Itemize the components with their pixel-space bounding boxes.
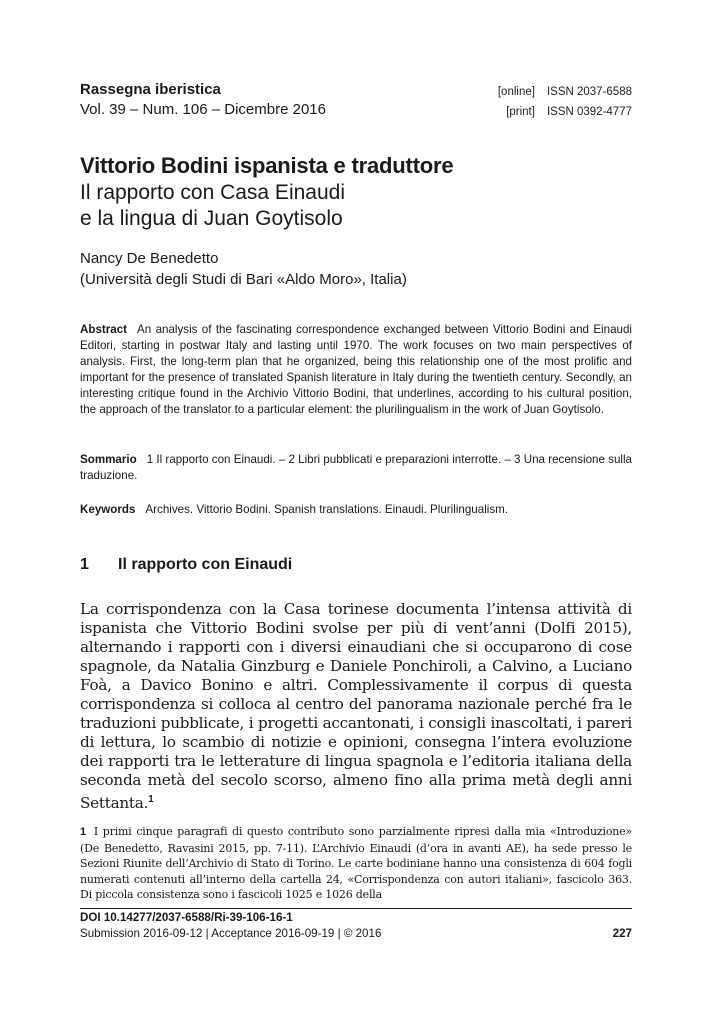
issn-kind: [online] <box>497 86 535 98</box>
page-number: 227 <box>612 927 632 940</box>
issn-value: ISSN 2037-6588 <box>546 86 632 98</box>
section-number: 1 <box>80 556 89 573</box>
submission-dates: Submission 2016-09-12 | Acceptance 2016-09-19 | © 2016 <box>80 927 382 940</box>
title-block <box>80 152 640 232</box>
summary-label: Sommario <box>80 453 137 466</box>
footer-divider <box>80 908 632 909</box>
issn-block <box>498 82 632 122</box>
keywords <box>80 502 632 518</box>
footnote-number: 1 <box>80 826 86 838</box>
abstract-text: An analysis of the fascinating correspondence exchanged between Vittorio Bodini and Einaudi Editori, starting in postwar Italy and lasting until 1970. The work focuses on two main perspectives of analysis. First, the long-term plan that he organized, being this relationship one of the most prolific and important for the presence of translated Spanish literature in Italy during the twentieth century. Secondly, an interesting critique found in the Archivio Vittorio Bodini, that underlines, according to his cultural position, the approach of the translator to a particular element: the plurilingualism in the work of Juan Goytisolo. <box>80 323 632 416</box>
journal-header <box>80 80 326 120</box>
footnote <box>80 824 632 903</box>
body-paragraph-text: La corrispondenza con la Casa torinese documenta l’intensa attività di ispanista che Vittorio Bodini svolse per più di vent’anni (Dolfi 2015), alternando i rapporti con i diversi einaudiani che si occuparono di cose spagnole, da Natalia Ginzburg e Daniele Ponchiroli, a Calvino, a Luciano Foà, a Davico Bonino e altri. Complessivamente il corpus di questa corrispondenza si colloca al centro del panorama nazionale perché fra le traduzioni pubblicate, i progetti accantonati, i consigli inascoltati, i pareri di lettura, lo scambio di notizie e opinioni, consegna l’intera evoluzione dei rapporti tra le letterature di lingua spagnola e l’editoria italiana della seconda metà del secolo scorso, almeno fino alla prima metà degli anni Settanta. <box>80 600 632 813</box>
issn-print <box>498 102 632 122</box>
article-subtitle-line-2: e la lingua di Juan Goytisolo <box>80 207 343 230</box>
article-title: Vittorio Bodini ispanista e traduttore <box>80 153 454 178</box>
page-footer <box>80 910 632 942</box>
keywords-text: Archives. Vittorio Bodini. Spanish translations. Einaudi. Plurilingualism. <box>145 503 509 516</box>
body-paragraph <box>80 600 632 813</box>
abstract <box>80 322 632 418</box>
author-block <box>80 248 640 290</box>
footer-row <box>80 926 632 942</box>
keywords-label: Keywords <box>80 503 136 516</box>
article-subtitle-line-1: Il rapporto con Casa Einaudi <box>80 181 345 204</box>
summary-text: 1 Il rapporto con Einaudi. – 2 Libri pubblicati e preparazioni interrotte. – 3 Una recensione sulla traduzione. <box>80 453 632 482</box>
issn-online <box>498 82 632 102</box>
footnote-reference[interactable]: 1 <box>148 794 154 805</box>
journal-name: Rassegna iberistica <box>80 81 221 98</box>
summary <box>80 452 632 484</box>
abstract-label: Abstract <box>80 323 128 336</box>
footnote-text: I primi cinque paragrafi di questo contributo sono parzialmente ripresi dalla mia «Introduzione» (De Benedetto, Ravasini 2015, pp. 7-11). L’Archivio Einaudi (d’ora in avanti AE), ha sede presso le Sezioni Riunite dell’Archivio di Stato di Torino. Le carte bodiniane hanno una consistenza di 604 fogli numerati contenuti all’interno della cartella 24, «Corrispondenza con autori italiani», fascicolo 363. Di piccola consistenza sono i fascicoli 1025 e 1026 della <box>80 825 632 902</box>
author-affiliation: (Università degli Studi di Bari «Aldo Moro», Italia) <box>80 271 407 288</box>
section-title: Il rapporto con Einaudi <box>118 556 293 573</box>
journal-volume: Vol. 39 – Num. 106 – Dicembre 2016 <box>80 101 326 118</box>
author-name: Nancy De Benedetto <box>80 250 219 267</box>
issn-kind: [print] <box>506 106 535 118</box>
doi[interactable]: DOI 10.14277/2037-6588/Ri-39-106-16-1 <box>80 911 293 924</box>
section-heading <box>80 554 292 576</box>
issn-value: ISSN 0392-4777 <box>546 106 632 118</box>
